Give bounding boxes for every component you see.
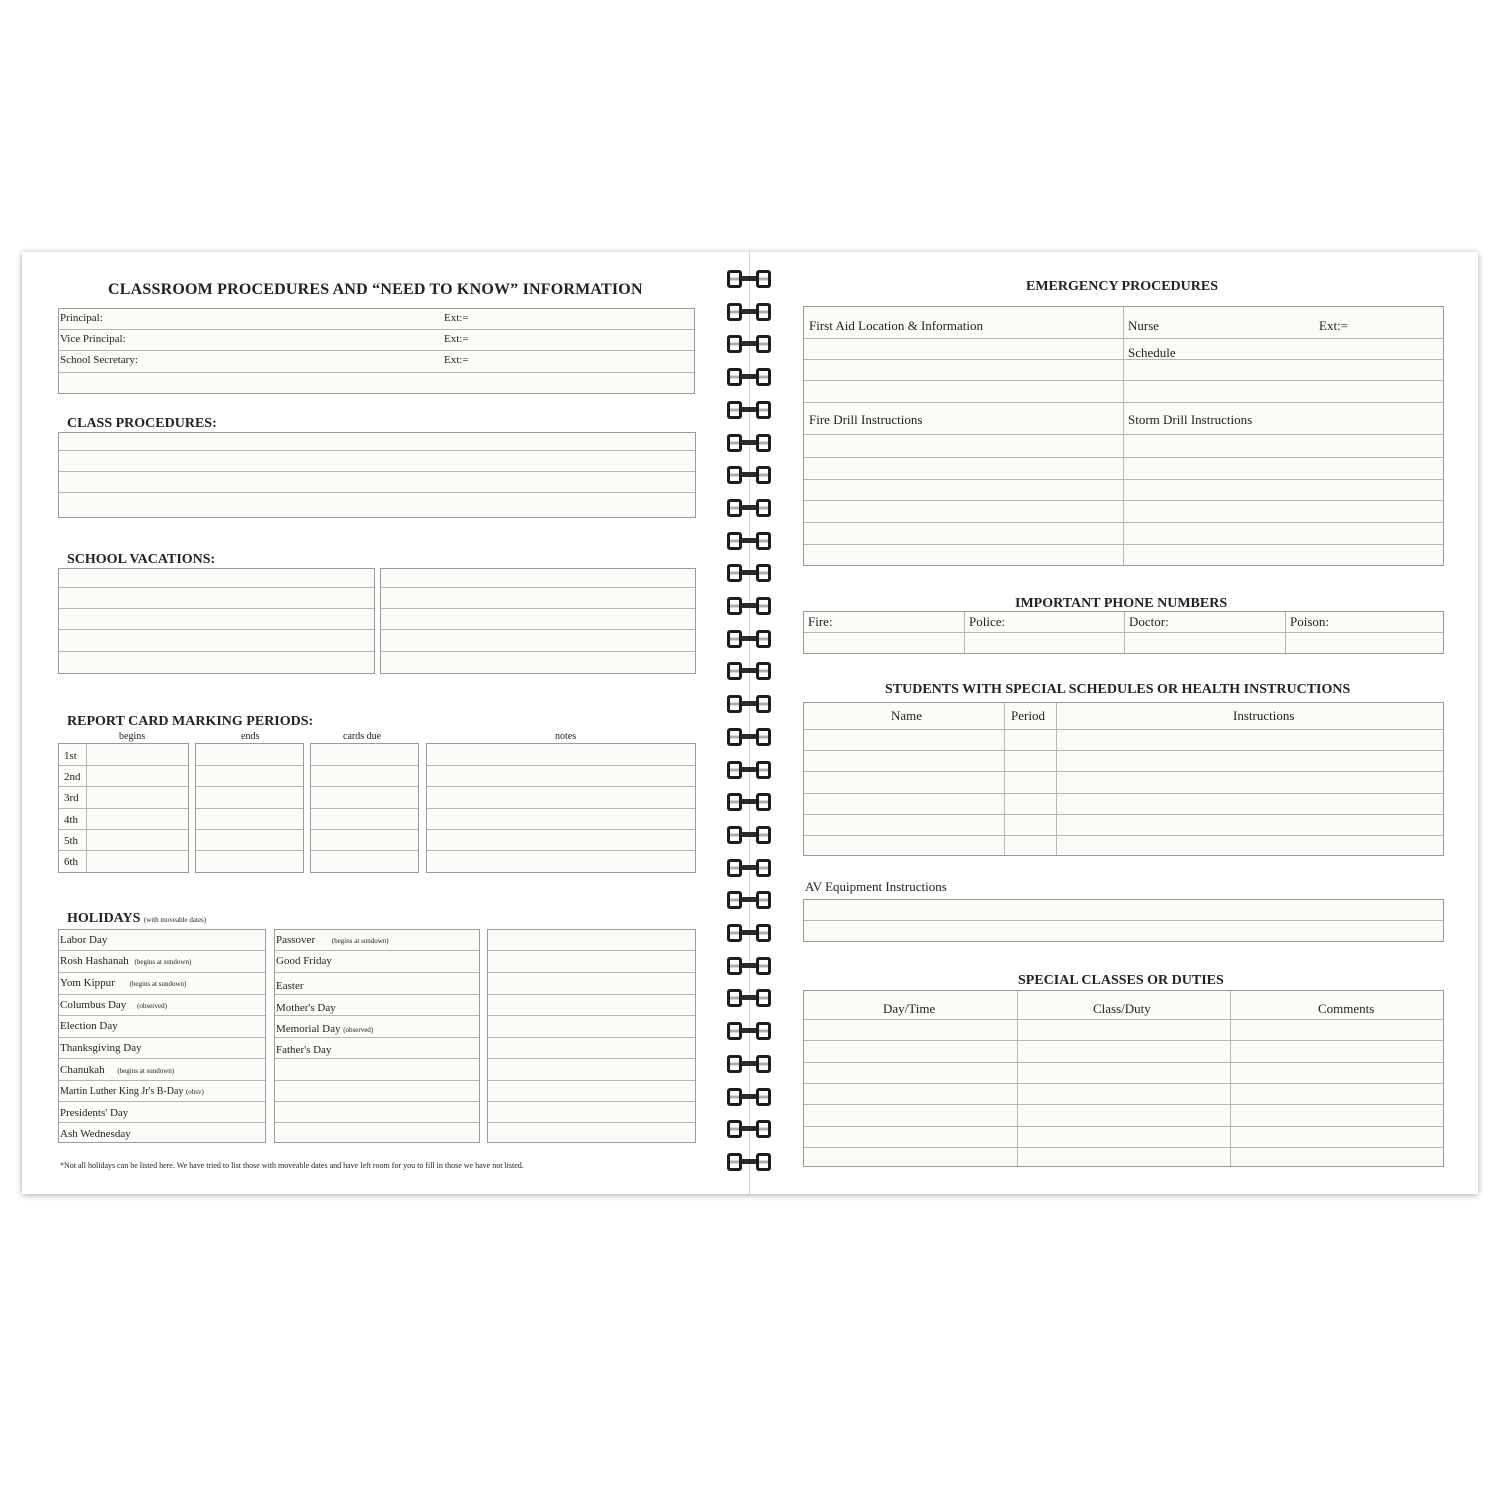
period-header: Period [1011, 708, 1045, 723]
holiday-mothers-day: Mother's Day [276, 1002, 336, 1014]
col-notes: notes [555, 731, 577, 742]
vice-principal-label: Vice Principal: [60, 333, 126, 345]
day-time-header: Day/Time [883, 1001, 936, 1016]
holidays-col1 [58, 929, 266, 1143]
poison-phone-label: Poison: [1290, 614, 1330, 629]
class-procedures-heading: CLASS PROCEDURES: [67, 416, 217, 431]
nurse-label: Nurse [1128, 318, 1160, 333]
phone-numbers-heading: IMPORTANT PHONE NUMBERS [1015, 596, 1228, 611]
special-students-heading: STUDENTS WITH SPECIAL SCHEDULES OR HEALTH INSTRUCTIONS [885, 682, 1351, 697]
report-periods-box [58, 743, 189, 873]
storm-drill-label: Storm Drill Instructions [1128, 412, 1253, 427]
period-2nd: 2nd [64, 771, 81, 783]
fire-phone-label: Fire: [808, 614, 833, 629]
holiday-memorial-day: Memorial Day (observed) [276, 1023, 374, 1035]
emergency-heading: EMERGENCY PROCEDURES [1026, 279, 1218, 294]
comments-header: Comments [1318, 1001, 1375, 1016]
holidays-col3 [487, 929, 696, 1143]
schedule-label: Schedule [1128, 345, 1176, 360]
holiday-yom-kippur: Yom Kippur (begins at sundown) [60, 977, 187, 989]
holiday-chanukah: Chanukah (begins at sundown) [60, 1064, 175, 1076]
holiday-rosh-hashanah: Rosh Hashanah (begins at sundown) [60, 955, 192, 967]
left-page [22, 252, 750, 1194]
secretary-label: School Secretary: [60, 354, 138, 366]
holiday-easter: Easter [276, 980, 304, 992]
vacations-box-right [380, 568, 696, 674]
emergency-box [803, 306, 1444, 566]
holiday-fathers-day: Father's Day [276, 1044, 332, 1056]
name-header: Name [891, 708, 923, 723]
school-vacations-heading: SCHOOL VACATIONS: [67, 552, 216, 567]
class-procedures-box [58, 432, 696, 518]
doctor-phone-label: Doctor: [1129, 614, 1169, 629]
col-cards-due: cards due [343, 731, 382, 742]
holidays-title: HOLIDAYS [67, 911, 141, 926]
police-phone-label: Police: [969, 614, 1006, 629]
holiday-labor-day: Labor Day [60, 934, 108, 946]
holiday-presidents-day: Presidents' Day [60, 1107, 129, 1119]
class-duty-header: Class/Duty [1093, 1001, 1151, 1016]
fire-drill-label: Fire Drill Instructions [809, 412, 923, 427]
holiday-good-friday: Good Friday [276, 955, 332, 967]
instructions-header: Instructions [1233, 708, 1295, 723]
holidays-footnote: *Not all holidays can be listed here. We have tried to list those with moveable dates and have left room for you to fill in those we have not listed. [60, 1161, 524, 1170]
special-classes-heading: SPECIAL CLASSES OR DUTIES [1018, 973, 1224, 988]
holidays-heading [67, 911, 206, 927]
period-5th: 5th [64, 835, 79, 847]
period-4th: 4th [64, 814, 79, 826]
holiday-passover: Passover (begins at sundown) [276, 934, 389, 946]
secretary-ext: Ext:= [444, 354, 469, 366]
report-card-heading: REPORT CARD MARKING PERIODS: [67, 714, 314, 729]
vacations-box-left [58, 568, 375, 674]
holiday-thanksgiving: Thanksgiving Day [60, 1042, 142, 1054]
principal-label: Principal: [60, 312, 103, 324]
col-begins: begins [119, 731, 146, 742]
special-classes-box [803, 990, 1444, 1167]
ends-box [195, 743, 304, 873]
period-1st: 1st [64, 750, 77, 762]
notes-box [426, 743, 696, 873]
nurse-ext-label: Ext:= [1319, 318, 1348, 333]
holidays-col2 [274, 929, 480, 1143]
period-6th: 6th [64, 856, 79, 868]
right-page [750, 252, 1478, 1194]
special-students-box [803, 702, 1444, 856]
holiday-ash-wednesday: Ash Wednesday [60, 1128, 131, 1140]
contacts-box [58, 308, 695, 394]
principal-ext: Ext:= [444, 312, 469, 324]
holiday-election-day: Election Day [60, 1020, 118, 1032]
vice-principal-ext: Ext:= [444, 333, 469, 345]
first-aid-label: First Aid Location & Information [809, 318, 984, 333]
av-label: AV Equipment Instructions [805, 879, 947, 894]
col-ends: ends [241, 731, 260, 742]
holidays-subtitle: (with moveable dates) [143, 916, 207, 924]
holiday-mlk: Martin Luther King Jr's B-Day (obsv) [60, 1086, 204, 1097]
page-title: CLASSROOM PROCEDURES AND “NEED TO KNOW” INFORMATION [108, 281, 643, 298]
phone-numbers-box [803, 611, 1444, 654]
av-box [803, 899, 1444, 942]
cards-due-box [310, 743, 419, 873]
holiday-columbus-day: Columbus Day (observed) [60, 999, 167, 1011]
period-3rd: 3rd [64, 792, 79, 804]
planner-spread [22, 252, 1478, 1194]
